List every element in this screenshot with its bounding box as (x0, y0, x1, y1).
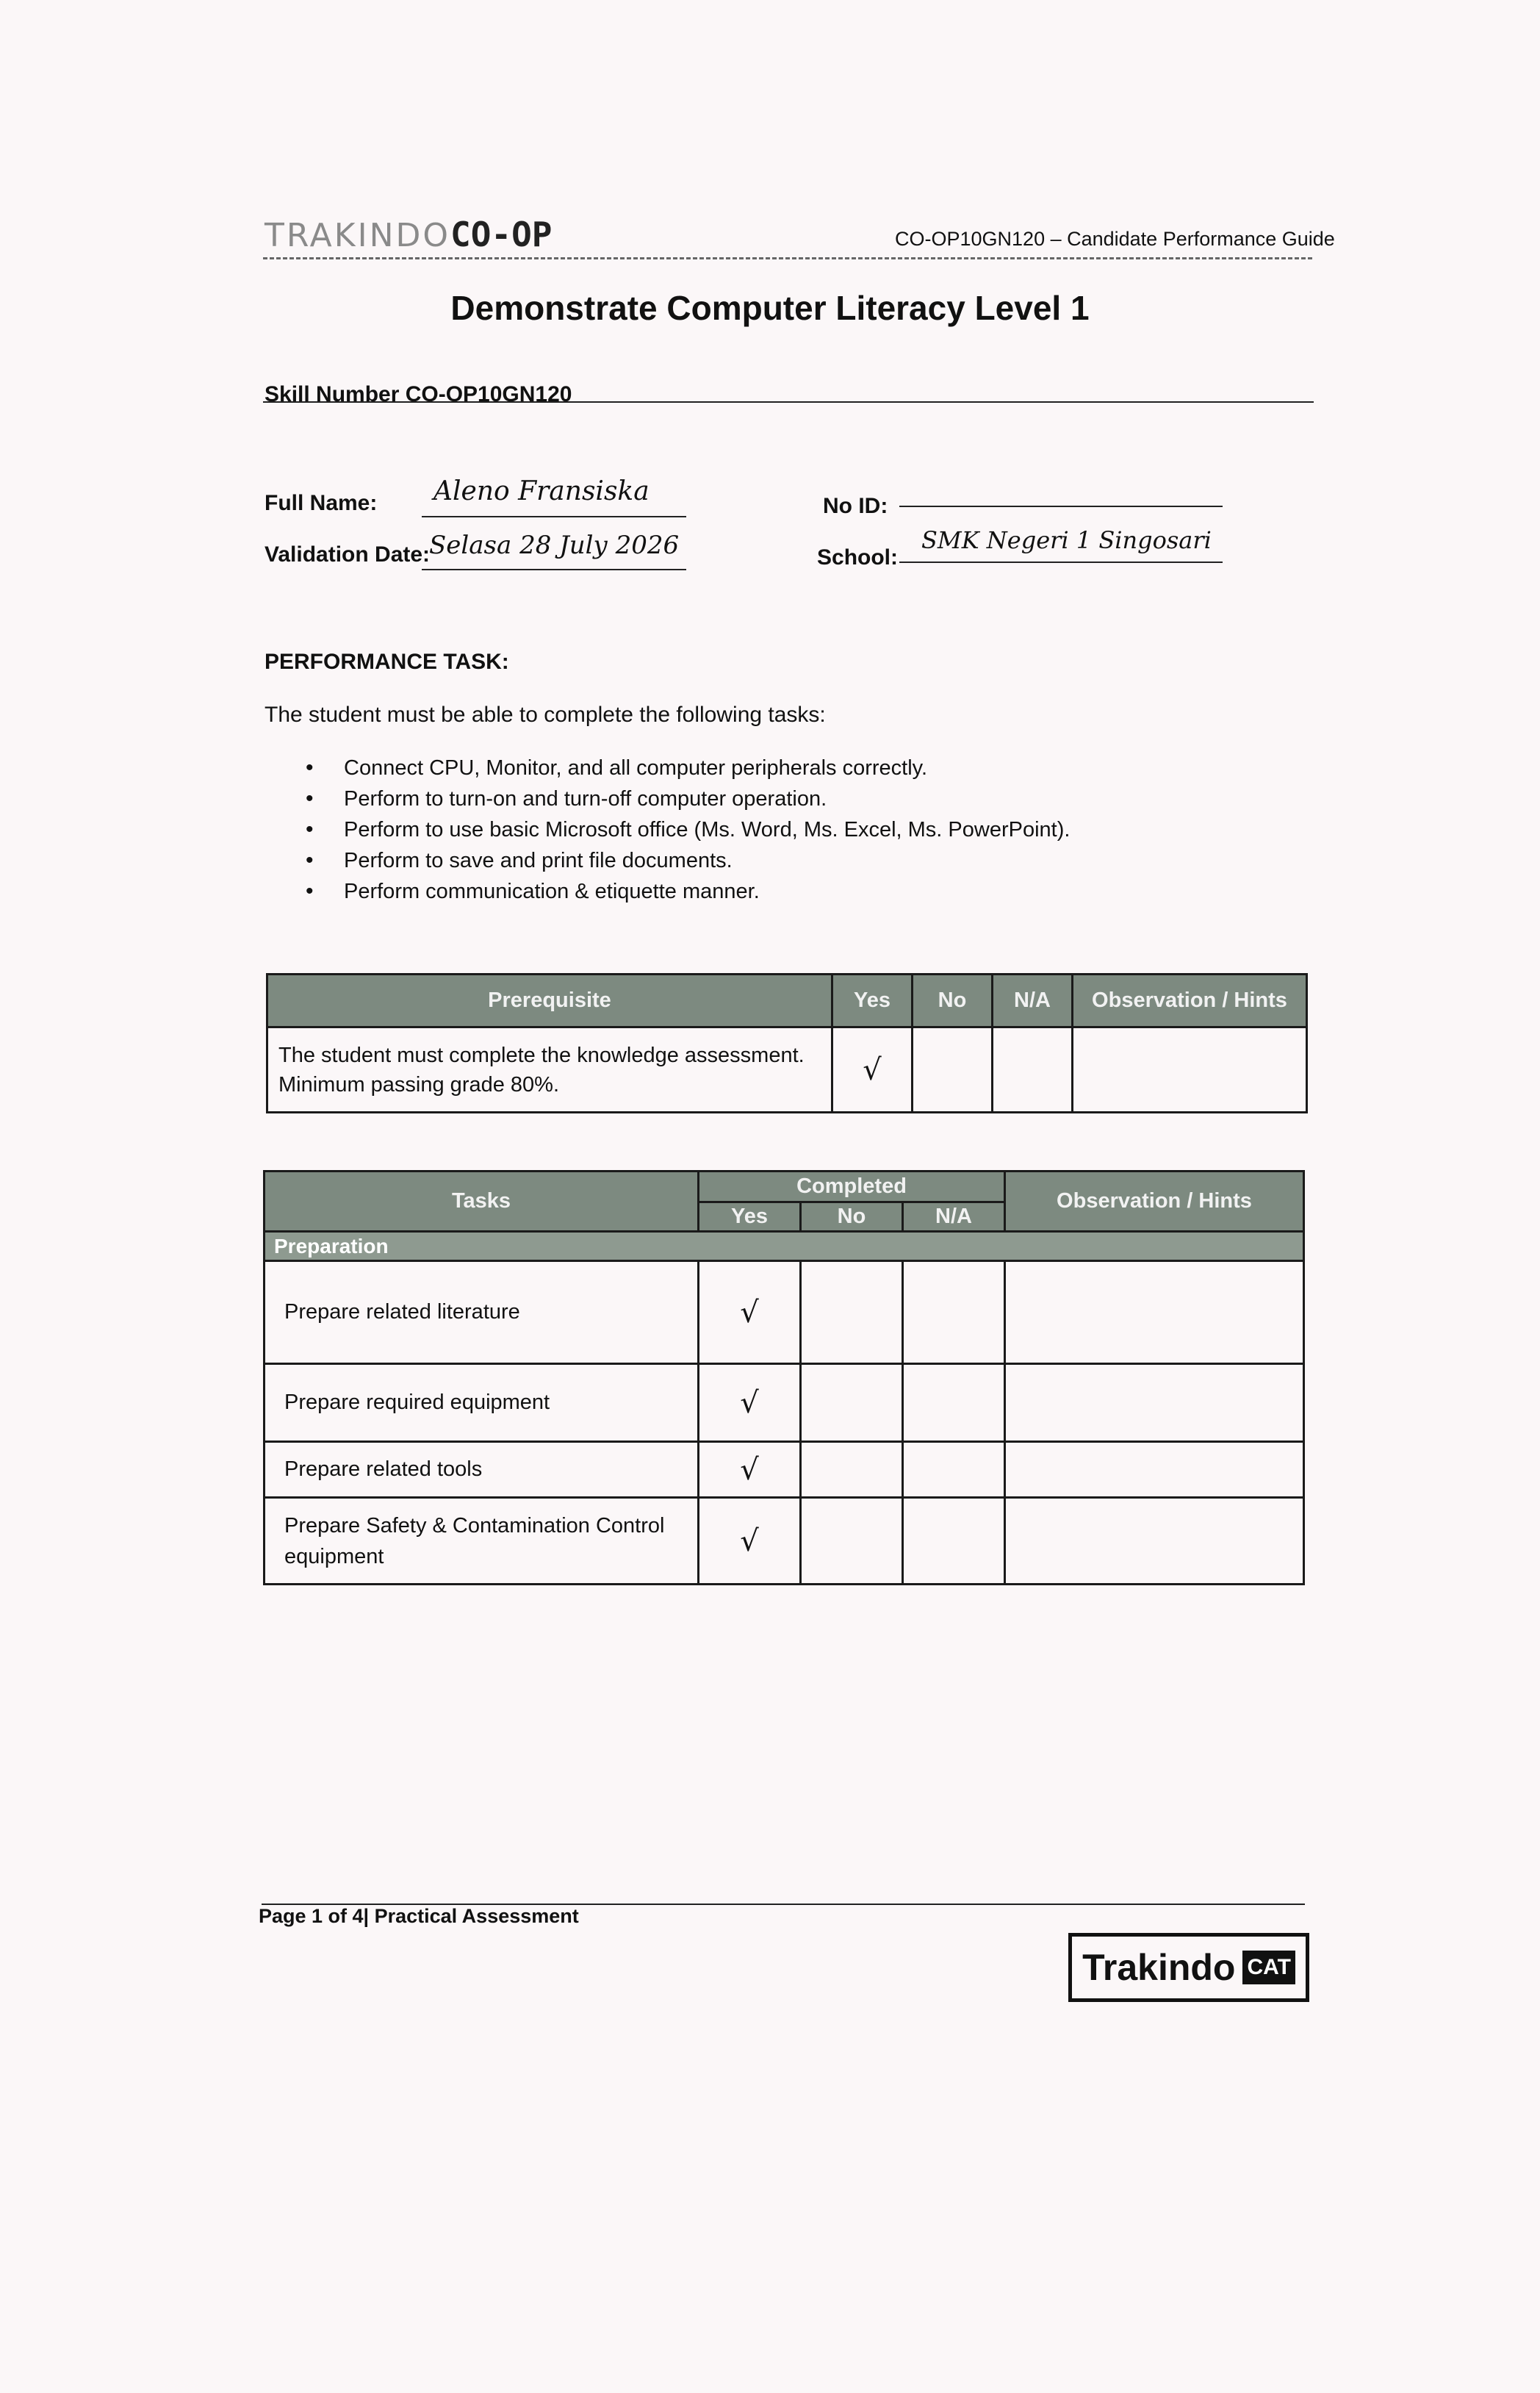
performance-heading: PERFORMANCE TASK: (265, 650, 509, 674)
task-text-line1: Prepare Safety & Contamination Control (284, 1513, 665, 1538)
prerequisite-header: Prerequisite (267, 975, 832, 1027)
full-name-value[interactable]: Aleno Fransiska (433, 476, 650, 506)
task-no-cell[interactable] (801, 1364, 903, 1442)
skill-number: Skill Number CO-OP10GN120 (265, 382, 572, 406)
prerequisite-text-line1: The student must complete the knowledge assessment. (278, 1043, 805, 1067)
doc-reference: CO-OP10GN120 – Candidate Performance Guide (895, 228, 1335, 250)
prerequisite-text-cell (267, 1027, 832, 1113)
brand-bold-text: CO-OP (450, 215, 553, 254)
task-cell: Prepare related tools (265, 1442, 699, 1498)
full-name-label: Full Name: (265, 491, 378, 515)
full-name-line (422, 516, 686, 517)
yes-header: Yes (699, 1202, 801, 1232)
table-row (265, 1261, 1304, 1364)
table-row (265, 1364, 1304, 1442)
school-value[interactable]: SMK Negeri 1 Singosari (921, 526, 1212, 554)
no-header: No (801, 1202, 903, 1232)
na-header: N/A (993, 975, 1073, 1027)
cat-badge: CAT (1242, 1951, 1295, 1984)
list-item: • Perform to save and print file documents. (344, 845, 1070, 876)
prerequisite-header-row (267, 975, 1307, 1027)
validation-date-label: Validation Date: (265, 542, 431, 567)
school-label: School: (817, 545, 898, 570)
prerequisite-na-cell[interactable] (993, 1027, 1073, 1113)
observation-header: Observation / Hints (1073, 975, 1307, 1027)
logo-text: Trakindo (1082, 1947, 1236, 1988)
task-no-cell[interactable] (801, 1498, 903, 1585)
task-observation-cell[interactable] (1005, 1498, 1304, 1585)
list-item: • Perform to turn-on and turn-off computer operation. (344, 783, 1070, 814)
task-na-cell[interactable] (903, 1442, 1005, 1498)
header-divider (263, 257, 1312, 259)
tasks-header: Tasks (265, 1172, 699, 1232)
completed-header: Completed (699, 1172, 1005, 1202)
prerequisite-table (266, 973, 1308, 1113)
task-yes-cell[interactable]: √ (699, 1261, 801, 1364)
table-row (265, 1442, 1304, 1498)
validation-date-value[interactable]: Selasa 28 July 2026 (429, 531, 680, 560)
performance-intro: The student must be able to complete the following tasks: (265, 703, 826, 727)
prerequisite-observation-cell[interactable] (1073, 1027, 1307, 1113)
task-yes-cell[interactable]: √ (699, 1442, 801, 1498)
task-no-cell[interactable] (801, 1261, 903, 1364)
trakindo-cat-logo (1068, 1933, 1309, 2002)
header-brand (265, 215, 553, 254)
task-cell: Prepare related literature (265, 1261, 699, 1364)
task-yes-cell[interactable]: √ (699, 1498, 801, 1585)
prerequisite-text-line2: Minimum passing grade 80%. (278, 1072, 560, 1097)
task-yes-cell[interactable]: √ (699, 1364, 801, 1442)
performance-task-list (304, 753, 1070, 907)
brand-light-text: TRAKINDO (265, 217, 451, 254)
task-cell: Prepare required equipment (265, 1364, 699, 1442)
table-row (267, 1027, 1307, 1113)
no-id-line (899, 506, 1223, 507)
tasks-header-row (265, 1172, 1304, 1202)
section-row (265, 1232, 1304, 1261)
na-header: N/A (903, 1202, 1005, 1232)
skill-divider (263, 401, 1314, 403)
task-no-cell[interactable] (801, 1442, 903, 1498)
prerequisite-yes-cell[interactable]: √ (832, 1027, 913, 1113)
task-cell (265, 1498, 699, 1585)
no-header: No (913, 975, 993, 1027)
page-info: Page 1 of 4| Practical Assessment (259, 1905, 579, 1927)
school-line (899, 562, 1223, 563)
task-observation-cell[interactable] (1005, 1261, 1304, 1364)
validation-date-line (422, 569, 686, 570)
list-item: • Perform communication & etiquette manner. (344, 876, 1070, 907)
task-na-cell[interactable] (903, 1364, 1005, 1442)
tasks-table (263, 1170, 1305, 1585)
page-title: Demonstrate Computer Literacy Level 1 (450, 289, 1090, 327)
no-id-label: No ID: (823, 494, 888, 518)
table-row (265, 1498, 1304, 1585)
yes-header: Yes (832, 975, 913, 1027)
list-item: • Perform to use basic Microsoft office (Ms. Word, Ms. Excel, Ms. PowerPoint). (344, 814, 1070, 845)
observation-header: Observation / Hints (1005, 1172, 1304, 1232)
list-item: • Connect CPU, Monitor, and all computer peripherals correctly. (344, 753, 1070, 783)
section-label: Preparation (265, 1232, 1304, 1261)
task-na-cell[interactable] (903, 1498, 1005, 1585)
prerequisite-no-cell[interactable] (913, 1027, 993, 1113)
task-observation-cell[interactable] (1005, 1364, 1304, 1442)
task-na-cell[interactable] (903, 1261, 1005, 1364)
task-observation-cell[interactable] (1005, 1442, 1304, 1498)
task-text-line2: equipment (284, 1544, 384, 1568)
